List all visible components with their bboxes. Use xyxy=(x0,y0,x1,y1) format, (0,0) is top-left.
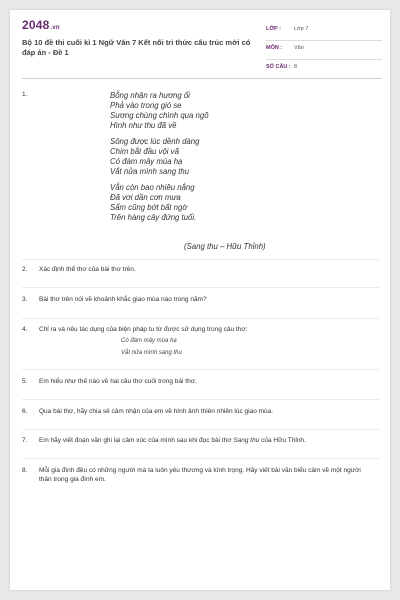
poem-line: Hình như thu đã về xyxy=(110,121,177,130)
question-text: Em hiểu như thế nào về hai câu thơ cuối trong bài thơ. xyxy=(39,378,197,385)
question-separator xyxy=(22,399,380,400)
question-separator xyxy=(22,369,380,370)
site-logo[interactable]: 2048.vn xyxy=(22,18,60,32)
question-separator xyxy=(22,429,380,430)
poem-line: Sương chùng chình qua ngõ xyxy=(110,111,209,120)
question-text: Mỗi gia đình đều có những người mà ta luôn yêu thương và kính trọng. Hãy viết bài văn biểu cảm về một người thân trong gia đình em. xyxy=(39,467,361,483)
quoted-verse-line: Có đám mây mùa hạ xyxy=(121,338,177,344)
meta-row-grade: LỚP : Lớp 7 xyxy=(266,22,382,41)
document-header xyxy=(10,10,390,70)
exam-meta xyxy=(266,22,382,79)
poem-line: Sông được lúc dềnh dàng xyxy=(110,137,200,146)
poem-line: Vắt nửa mình sang thu xyxy=(110,167,190,176)
poem-line: Bỗng nhận ra hương ổi xyxy=(110,91,190,100)
question-text: Em hãy viết đoạn văn ghi lại cảm xúc của mình sau khi đọc bài thơ Sang thu của Hữu Thỉnh. xyxy=(39,437,306,444)
poem-line: Đã vơi dần cơn mưa xyxy=(110,193,181,202)
poem-line: Sấm cũng bớt bất ngờ xyxy=(110,203,188,212)
poem-line: Chim bắt đầu vội vã xyxy=(110,147,179,156)
question-separator xyxy=(22,458,380,459)
quoted-verse-line: Vắt nửa mình sang thu xyxy=(121,350,182,356)
poem-title-italic: Sang thu xyxy=(233,437,260,444)
question-separator xyxy=(22,259,380,260)
exam-title: Bộ 10 đề thi cuối kì 1 Ngữ Văn 7 Kết nối tri thức cấu trúc mới có đáp án - Đề 1 xyxy=(22,38,251,57)
poem-line: Trên hàng cây đứng tuổi. xyxy=(110,213,197,222)
poem-line: Có đám mây mùa hạ xyxy=(110,157,183,166)
poem-line: Vẫn còn bao nhiêu nắng xyxy=(110,183,195,192)
question-text: Xác định thể thơ của bài thơ trên. xyxy=(39,266,136,273)
meta-row-question-count: SỐ CÂU : 8 xyxy=(266,60,382,79)
question-text: Qua bài thơ, hãy chia sẻ cảm nhận của em về hình ảnh thiên nhiên lúc giao mùa. xyxy=(39,408,274,415)
poem xyxy=(110,91,209,223)
document-page: 2048.vn Bộ 10 đề thi cuối kì 1 Ngữ Văn 7 Kết nối tri thức cấu trúc mới có đáp án - Đề 1 LỚP : Lớp 7 MÔN : Văn SỐ CÂU : 8 1. Bỗng nhận ra hương ổi Phả vào trong gió se Sương chùng chình qua ngõ Hình như thu đã về Sông được lúc dềnh dàng Chim bắt đầu vội vã Có đám mây mùa hạ Vắt nửa mình sang thu Vẫn còn bao nhiêu nắng Đã vơi dần cơn mưa Sấm cũng bớt bất ngờ Trên hàng cây đứng tuổi. (Sang thu – Hữu Thỉnh) 2. Xác định thể thơ của bài thơ trên. 3. Bài thơ trên nói về khoảnh khắc giao mùa nào trong năm? 4. Chỉ ra và nêu tác dụng của biện pháp tu từ được sử dụng trong câu thơ: Có đám mây mùa hạ Vắt nửa mình sang thu 5. Em hiểu như thế nào về hai câu thơ cuối trong bài thơ. 6. Qua bài thơ, hãy chia sẻ cảm nhận của em về hình ảnh thiên nhiên lúc giao mùa. 7. Em hãy viết đoạn văn ghi lại cảm xúc của mình sau khi đọc bài thơ Sang thu của Hữu Thỉnh. 8. Mỗi gia đình đều có những người mà ta luôn yêu thương và kính trọng. Hãy viết bài văn biểu cảm về một người thân trong gia đình em. xyxy=(9,9,391,591)
question-text: Chỉ ra và nêu tác dụng của biện pháp tu từ được sử dụng trong câu thơ: xyxy=(39,326,248,333)
question-separator xyxy=(22,287,380,288)
poem-author: (Sang thu – Hữu Thỉnh) xyxy=(184,242,266,251)
meta-row-subject: MÔN : Văn xyxy=(266,41,382,60)
poem-line: Phả vào trong gió se xyxy=(110,101,182,110)
question-text: Bài thơ trên nói về khoảnh khắc giao mùa nào trong năm? xyxy=(39,296,207,303)
header-divider xyxy=(22,78,380,79)
question-separator xyxy=(22,318,380,319)
